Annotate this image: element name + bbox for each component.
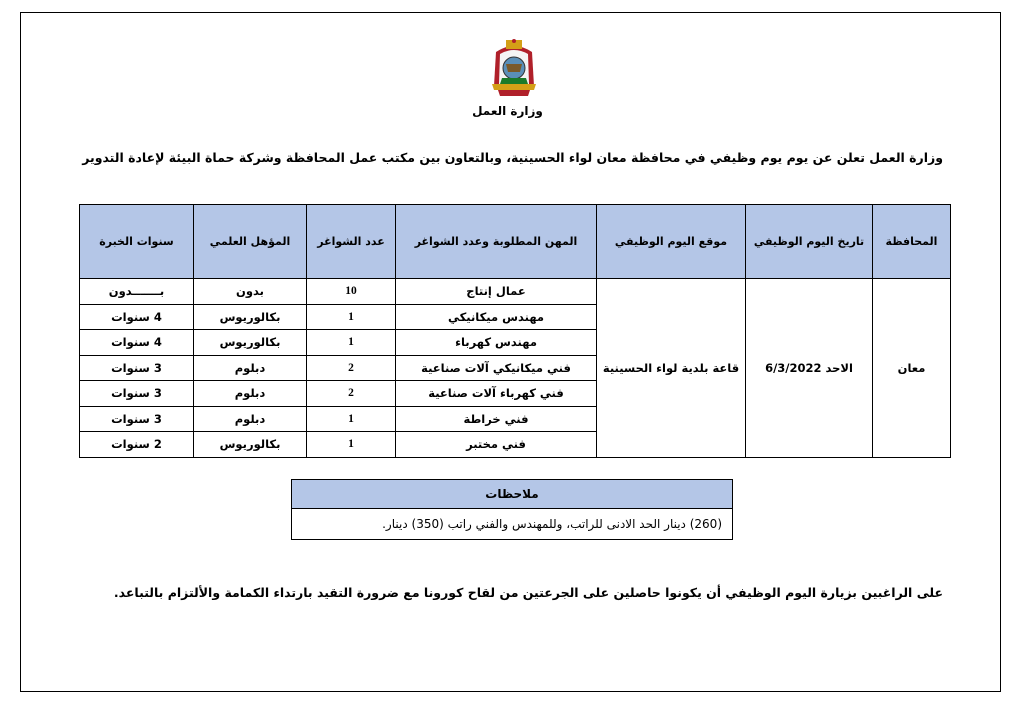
header-vacancies: عدد الشواغر [307,205,396,279]
date-cell: الاحد 6/3/2022 [746,279,873,458]
job-cell: فني خراطة [396,406,597,432]
table-row [80,279,951,305]
job-fair-table [79,204,951,458]
vacancies-cell: 1 [307,432,396,458]
job-cell: فني ميكانيكي آلات صناعية [396,355,597,381]
vacancies-cell: 2 [307,381,396,407]
job-cell: فني مختبر [396,432,597,458]
qualification-cell: بكالوريوس [194,304,307,330]
ministry-name: وزارة العمل [472,104,543,118]
notes-table [291,479,733,540]
experience-cell: 4 سنوات [80,330,194,356]
header-date: تاريخ اليوم الوظيفي [746,205,873,279]
header-jobs: المهن المطلوبة وعدد الشواغر [396,205,597,279]
header-experience: سنوات الخبرة [80,205,194,279]
header-governorate: المحافظة [873,205,951,279]
notes-title: ملاحظات [292,480,733,509]
jordan-coat-of-arms-icon [484,38,544,100]
announcement-intro: وزارة العمل تعلن عن يوم يوم وظيفي في محافظة معان لواء الحسينية، وبالتعاون بين مكتب عمل المحافظة وشركة حماة البيئة لإعادة التدوير [82,150,943,165]
experience-cell: 3 سنوات [80,406,194,432]
experience-cell: 3 سنوات [80,381,194,407]
vacancies-cell: 1 [307,330,396,356]
job-cell: مهندس ميكانيكي [396,304,597,330]
qualification-cell: دبلوم [194,406,307,432]
experience-cell: 3 سنوات [80,355,194,381]
vacancies-cell: 10 [307,279,396,305]
experience-cell: بـــــــدون [80,279,194,305]
qualification-cell: دبلوم [194,355,307,381]
notes-text: (260) دينار الحد الادنى للراتب، وللمهندس والفني راتب (350) دينار. [292,509,733,540]
qualification-cell: بدون [194,279,307,305]
job-cell: عمال إنتاج [396,279,597,305]
vacancies-cell: 1 [307,304,396,330]
qualification-cell: بكالوريوس [194,432,307,458]
qualification-cell: بكالوريوس [194,330,307,356]
vacancies-cell: 2 [307,355,396,381]
governorate-cell: معان [873,279,951,458]
location-cell: قاعة بلدية لواء الحسينية [597,279,746,458]
vacancies-cell: 1 [307,406,396,432]
job-cell: فني كهرباء آلات صناعية [396,381,597,407]
experience-cell: 4 سنوات [80,304,194,330]
footer-note: على الراغبين بزيارة اليوم الوظيفي أن يكونوا حاصلين على الجرعتين من لقاح كورونا مع ضرورة التقيد بارتداء الكمامة والألتزام بالتباعد. [113,585,943,600]
job-cell: مهندس كهرباء [396,330,597,356]
table-header-row [80,205,951,279]
experience-cell: 2 سنوات [80,432,194,458]
qualification-cell: دبلوم [194,381,307,407]
header-location: موقع اليوم الوظيفي [597,205,746,279]
header-qualification: المؤهل العلمي [194,205,307,279]
